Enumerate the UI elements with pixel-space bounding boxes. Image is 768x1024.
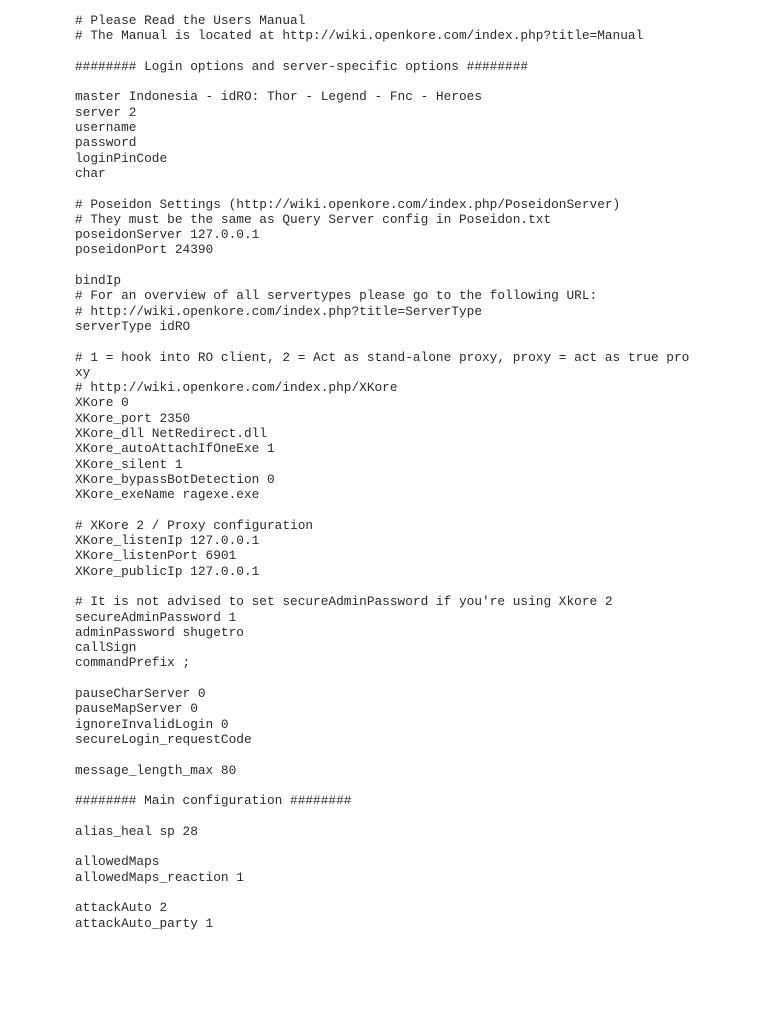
config-line: XKore_dll NetRedirect.dll [75,426,267,442]
config-line: XKore_listenIp 127.0.0.1 [75,533,260,549]
config-line: secureLogin_requestCode [75,731,252,747]
config-line: XKore_publicIp 127.0.0.1 [75,563,260,579]
blank-line [75,334,755,349]
comment-line: # For an overview of all servertypes please go to the following URL: [75,288,598,304]
config-line: XKore_autoAttachIfOneExe 1 [75,441,275,457]
config-line: master Indonesia - idRO: Thor - Legend - Fnc - Heroes [75,89,483,105]
config-line: XKore_exeName ragexe.exe [75,487,260,503]
config-line: secureAdminPassword 1 [75,609,237,625]
config-line: poseidonPort 24390 [75,242,214,258]
config-line: XKore_silent 1 [75,456,183,472]
blank-line [75,74,755,89]
config-line: attackAuto_party 1 [75,915,214,931]
blank-line [75,258,755,273]
section-header: ######## Main configuration ######## [75,793,352,809]
config-line: adminPassword shugetro [75,624,244,640]
blank-line [75,579,755,594]
config-line: loginPinCode [75,150,168,166]
config-line: poseidonServer 127.0.0.1 [75,227,260,243]
blank-line [75,503,755,518]
config-line: callSign [75,640,137,656]
comment-line: # They must be the same as Query Server config in Poseidon.txt [75,211,552,227]
config-line: password [75,135,137,151]
config-line: allowedMaps_reaction 1 [75,869,244,885]
blank-line [75,44,755,59]
comment-line: # It is not advised to set secureAdminPassword if you're using Xkore 2 [75,594,613,610]
blank-line [75,747,755,762]
config-line: alias_heal sp 28 [75,823,198,839]
comment-line: # 1 = hook into RO client, 2 = Act as stand-alone proxy, proxy = act as true pro [75,349,690,365]
comment-line: # The Manual is located at http://wiki.openkore.com/index.php?title=Manual [75,28,644,44]
comment-line: xy [75,364,91,380]
config-line: bindIp [75,273,122,289]
config-line: pauseMapServer 0 [75,701,198,717]
comment-line: # http://wiki.openkore.com/index.php?title=ServerType [75,303,483,319]
comment-line: # Please Read the Users Manual [75,13,306,28]
blank-line [75,181,755,196]
config-line: XKore_bypassBotDetection 0 [75,471,275,487]
blank-line [75,808,755,823]
comment-line: # XKore 2 / Proxy configuration [75,517,314,533]
config-line: pauseCharServer 0 [75,686,206,702]
comment-line: # Poseidon Settings (http://wiki.openkore.com/index.php/PoseidonServer) [75,196,621,212]
config-line: char [75,165,106,181]
config-line: message_length_max 80 [75,762,237,778]
config-line: attackAuto 2 [75,900,168,916]
config-line: ignoreInvalidLogin 0 [75,716,229,732]
comment-line: # http://wiki.openkore.com/index.php/XKore [75,380,398,396]
config-line: username [75,120,137,136]
config-line: XKore_port 2350 [75,410,191,426]
config-line: server 2 [75,104,137,120]
config-line: serverType idRO [75,318,191,334]
blank-line [75,885,755,900]
blank-line [75,839,755,854]
blank-line [75,778,755,793]
section-header: ######## Login options and server-specific options ######## [75,58,529,74]
config-line: XKore_listenPort 6901 [75,548,237,564]
blank-line [75,671,755,686]
config-document [75,13,755,931]
config-line: commandPrefix ; [75,655,191,671]
config-line: allowedMaps [75,854,160,870]
config-line: XKore 0 [75,395,129,411]
